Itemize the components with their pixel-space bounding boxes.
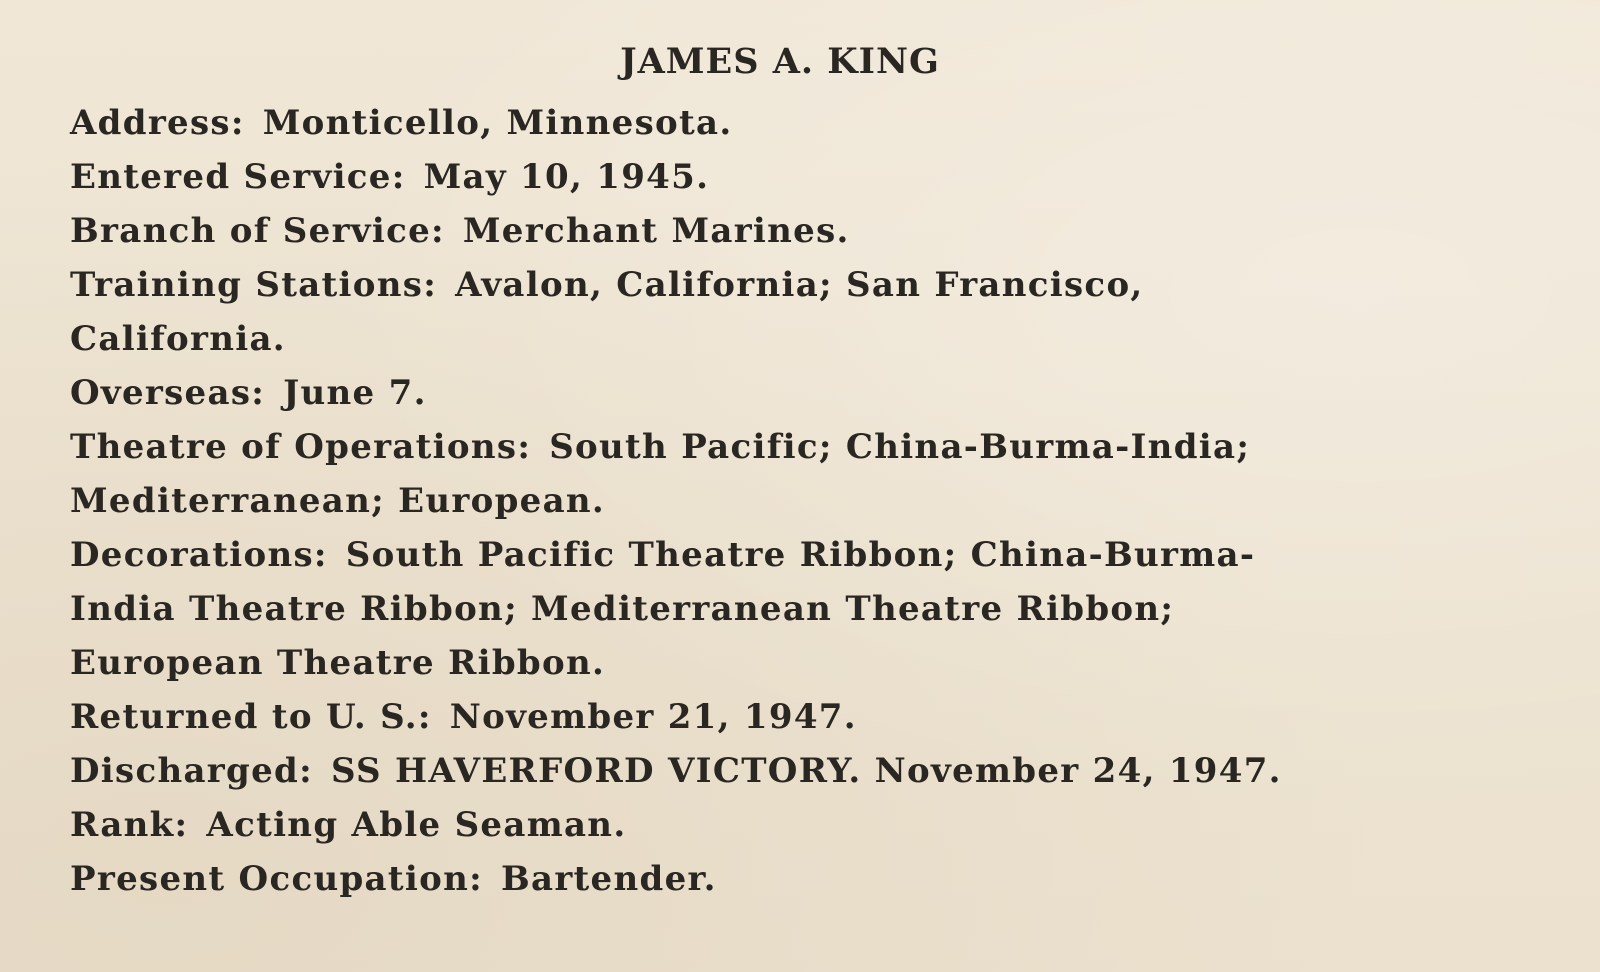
overseas-line <box>70 366 1570 420</box>
branch-line <box>70 204 1570 258</box>
overseas-value: June 7. <box>283 373 427 413</box>
returned-value: November 21, 1947. <box>449 697 857 737</box>
training-value: Avalon, California; San Francisco, <box>455 265 1144 305</box>
decorations-line-continued-2 <box>70 636 1570 690</box>
rank-label: Rank: <box>70 805 189 845</box>
discharged-value: SS HAVERFORD VICTORY. November 24, 1947. <box>330 751 1282 791</box>
entered-service-value: May 10, 1945. <box>423 157 710 197</box>
address-value: Monticello, Minnesota. <box>262 103 733 143</box>
training-label: Training Stations: <box>70 265 438 305</box>
theatre-line-continued <box>70 474 1570 528</box>
decorations-value-continued: India Theatre Ribbon; Mediterranean Theatre Ribbon; <box>70 589 1175 629</box>
decorations-value-continued-2: European Theatre Ribbon. <box>70 643 606 683</box>
occupation-value: Bartender. <box>500 859 717 899</box>
theatre-value-continued: Mediterranean; European. <box>70 481 606 521</box>
returned-line <box>70 690 1570 744</box>
discharged-line <box>70 744 1570 798</box>
occupation-label: Present Occupation: <box>70 859 483 899</box>
decorations-label: Decorations: <box>70 535 328 575</box>
overseas-label: Overseas: <box>70 373 266 413</box>
address-label: Address: <box>70 103 245 143</box>
theatre-line <box>70 420 1570 474</box>
person-name-heading: JAMES A. KING <box>620 41 940 82</box>
branch-label: Branch of Service: <box>70 211 445 251</box>
returned-label: Returned to U. S.: <box>70 697 432 737</box>
theatre-value: South Pacific; China-Burma-India; <box>549 427 1251 467</box>
training-line <box>70 258 1570 312</box>
entered-service-line <box>70 150 1570 204</box>
training-value-continued: California. <box>70 319 286 359</box>
entered-service-label: Entered Service: <box>70 157 406 197</box>
occupation-line <box>70 852 1570 906</box>
rank-value: Acting Able Seaman. <box>206 805 627 845</box>
discharged-label: Discharged: <box>70 751 313 791</box>
decorations-line-continued <box>70 582 1570 636</box>
rank-line <box>70 798 1570 852</box>
theatre-label: Theatre of Operations: <box>70 427 532 467</box>
service-record <box>70 96 1570 906</box>
decorations-value: South Pacific Theatre Ribbon; China-Burma- <box>345 535 1256 575</box>
training-line-continued <box>70 312 1570 366</box>
branch-value: Merchant Marines. <box>462 211 850 251</box>
address-line <box>70 96 1570 150</box>
decorations-line <box>70 528 1570 582</box>
